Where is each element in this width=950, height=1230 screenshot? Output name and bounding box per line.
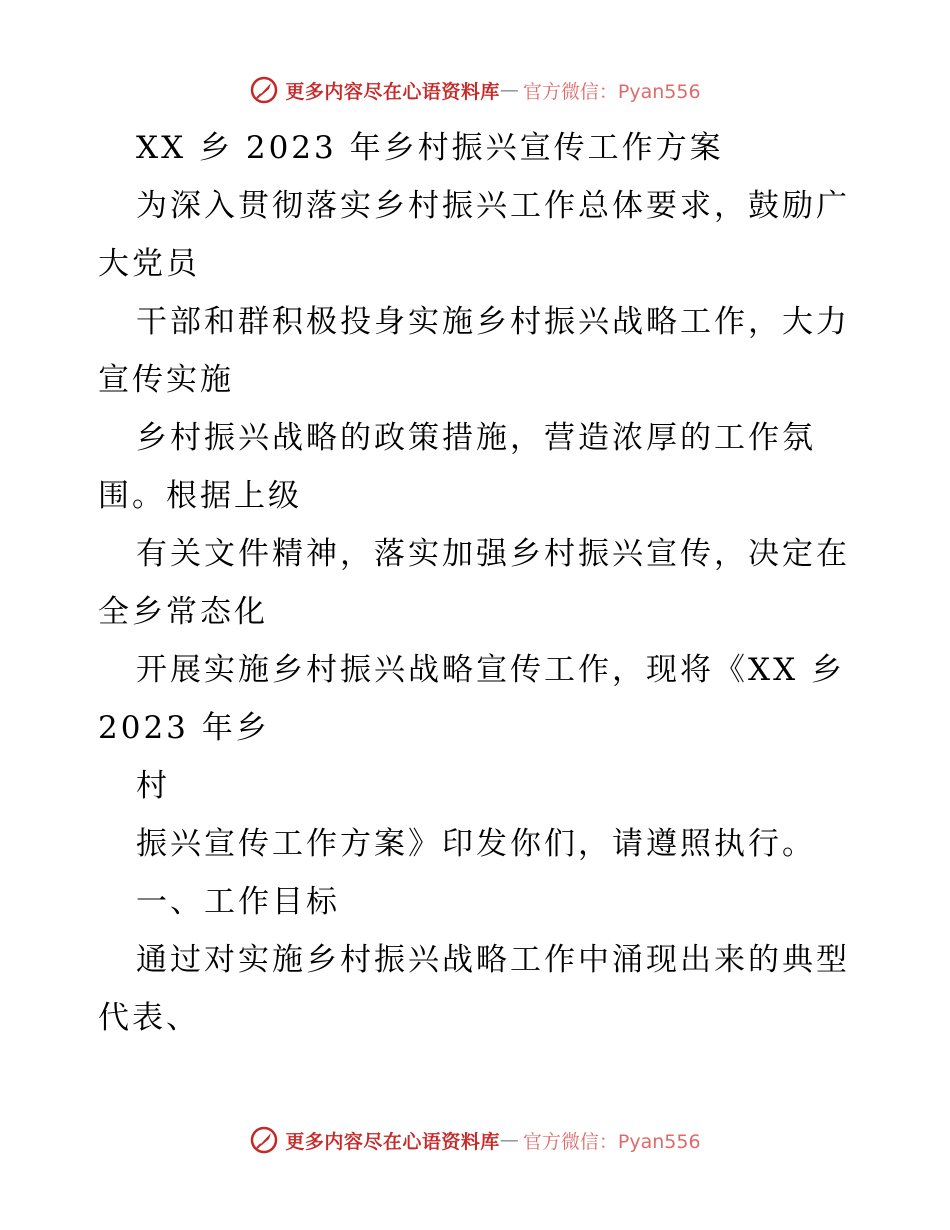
paragraph-line: 通过对实施乡村振兴战略工作中涌现出来的典型 xyxy=(136,942,850,978)
banner-separator: — xyxy=(499,79,519,101)
paragraph-line: 为深入贯彻落实乡村振兴工作总体要求，鼓励广 xyxy=(136,188,850,224)
paragraph-line: 围。根据上级 xyxy=(98,478,302,514)
paragraph-line: 代表、 xyxy=(98,1000,200,1036)
paragraph-line: 振兴宣传工作方案》印发你们，请遵照执行。 xyxy=(136,826,816,862)
paragraph-line: 宣传实施 xyxy=(98,362,234,398)
banner-site-text: 更多内容尽在心语资料库 xyxy=(285,80,500,103)
paragraph-line: 2023 年乡 xyxy=(98,710,270,746)
paragraph-line: 有关文件精神，落实加强乡村振兴宣传，决定在 xyxy=(136,536,850,572)
quill-logo-icon xyxy=(249,1125,279,1155)
paragraph-line: 开展实施乡村振兴战略宣传工作，现将《XX 乡 xyxy=(136,652,845,688)
paragraph-line: 大党员 xyxy=(98,246,200,282)
paragraph-line: 全乡常态化 xyxy=(98,594,268,630)
paragraph-line: 干部和群积极投身实施乡村振兴战略工作，大力 xyxy=(136,304,850,340)
footer-banner xyxy=(0,1120,950,1160)
banner-wechat-text: 官方微信：Pyan556 xyxy=(522,80,701,103)
document-title: XX 乡 2023 年乡村振兴宣传工作方案 xyxy=(136,130,724,166)
section-heading: 一、工作目标 xyxy=(136,884,340,920)
paragraph-line: 村 xyxy=(136,768,170,804)
banner-wechat-text: 官方微信：Pyan556 xyxy=(522,1130,701,1153)
paragraph-line: 乡村振兴战略的政策措施，营造浓厚的工作氛 xyxy=(136,420,816,456)
banner-site-text: 更多内容尽在心语资料库 xyxy=(285,1130,500,1153)
banner-separator: — xyxy=(499,1129,519,1151)
